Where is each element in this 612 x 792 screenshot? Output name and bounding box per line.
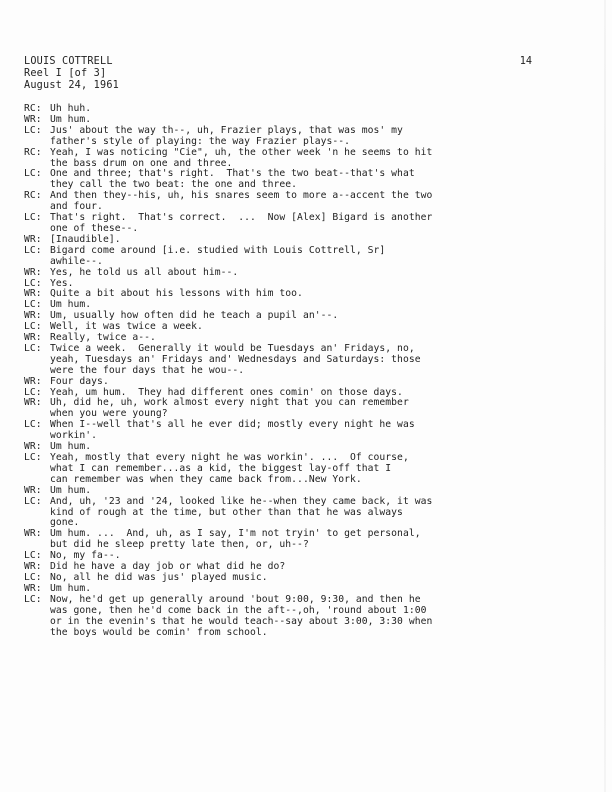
speaker-label: WR: bbox=[24, 528, 42, 540]
speaker-label: LC: bbox=[24, 419, 42, 431]
speech-line: Did he have a day job or what did he do? bbox=[50, 561, 286, 573]
transcript-turn bbox=[24, 104, 534, 115]
speech-line: Now, he'd get up generally around 'bout 9:00, 9:30, and then he bbox=[50, 593, 421, 605]
speech-line: Uh huh. bbox=[50, 103, 92, 114]
transcript-turn bbox=[24, 377, 534, 388]
speech-line: No, all he did was jus' played music. bbox=[50, 571, 268, 583]
speaker-label: WR: bbox=[24, 332, 42, 344]
transcript-turn bbox=[24, 344, 534, 377]
speaker-label: WR: bbox=[24, 441, 42, 453]
speech-line: One and three; that's right. That's the two beat--that's what bbox=[50, 168, 415, 180]
speech-line: and four. bbox=[50, 201, 103, 213]
speech-line: Really, twice a--. bbox=[50, 332, 156, 344]
speech-text bbox=[50, 126, 534, 148]
speaker-label: WR: bbox=[24, 113, 42, 125]
speaker-label: LC: bbox=[24, 124, 42, 136]
header-date: August 24, 1961 bbox=[24, 80, 120, 91]
speech-line: Yeah, I was noticing "Cie", uh, the other week 'n he seems to hit bbox=[50, 146, 433, 158]
speech-line: Yes, he told us all about him--. bbox=[50, 266, 239, 278]
speech-line: what I can remember...as a kid, the biggest lay-off that I bbox=[50, 462, 392, 474]
speaker-label: WR: bbox=[24, 397, 42, 409]
speaker-label: WR: bbox=[24, 233, 42, 245]
speaker-label: LC: bbox=[24, 321, 42, 333]
speaker-label: LC: bbox=[24, 277, 42, 289]
speech-line: That's right. That's correct. ... Now [Alex] Bigard is another bbox=[50, 212, 433, 224]
speech-line: When I--well that's all he ever did; mostly every night he was bbox=[50, 419, 415, 431]
speaker-label: WR: bbox=[24, 310, 42, 322]
speech-text bbox=[50, 148, 534, 170]
speech-text bbox=[50, 420, 534, 442]
speech-text bbox=[50, 344, 534, 377]
speech-text bbox=[50, 497, 534, 530]
speaker-label: RC: bbox=[24, 146, 42, 158]
transcript-turn bbox=[24, 213, 534, 235]
speech-line: Yeah, mostly that every night he was workin'. ... Of course, bbox=[50, 452, 409, 463]
speech-line: Um, usually how often did he teach a pupil an'--. bbox=[50, 310, 339, 322]
speech-line: Bigard come around [i.e. studied with Louis Cottrell, Sr] bbox=[50, 244, 386, 256]
speech-text bbox=[50, 486, 534, 497]
speech-line: And, uh, '23 and '24, looked like he--when they came back, it was bbox=[50, 495, 433, 507]
speech-line: awhile--. bbox=[50, 255, 103, 267]
speech-text bbox=[50, 529, 534, 551]
speech-line: workin'. bbox=[50, 430, 98, 442]
speech-text bbox=[50, 377, 534, 388]
transcript-turn bbox=[24, 595, 534, 639]
speaker-label: RC: bbox=[24, 103, 42, 114]
speech-line: Uh, did he, uh, work almost every night that you can remember bbox=[50, 397, 409, 409]
speech-line: Um hum. bbox=[50, 113, 92, 125]
speaker-label: LC: bbox=[24, 452, 42, 463]
header-name: LOUIS COTTRELL bbox=[24, 56, 113, 67]
transcript-turn bbox=[24, 246, 534, 268]
speech-line: Yeah, um hum. They had different ones comin' on those days. bbox=[50, 386, 403, 398]
speaker-label: LC: bbox=[24, 550, 42, 562]
speech-line: kind of rough at the time, but other than that he was always bbox=[50, 506, 403, 518]
transcript-turn bbox=[24, 398, 534, 420]
transcript-turn bbox=[24, 486, 534, 497]
speech-line: [Inaudible]. bbox=[50, 233, 121, 245]
speech-line: Um hum. bbox=[50, 582, 92, 594]
speech-line: Um hum. bbox=[50, 484, 92, 496]
speech-line: the bass drum on one and three. bbox=[50, 157, 233, 169]
page-edge-shadow bbox=[604, 0, 606, 792]
speech-line: And then they--his, uh, his snares seem to more a--accent the two bbox=[50, 190, 433, 202]
speech-line: Um hum. ... And, uh, as I say, I'm not tryin' to get personal, bbox=[50, 528, 421, 540]
speech-text bbox=[50, 289, 534, 300]
speaker-label: LC: bbox=[24, 168, 42, 180]
speaker-label: LC: bbox=[24, 386, 42, 398]
speech-text bbox=[50, 191, 534, 213]
speech-line: they call the two beat: the one and three. bbox=[50, 179, 298, 191]
speech-text bbox=[50, 595, 534, 639]
speech-line: the boys would be comin' from school. bbox=[50, 626, 268, 638]
speaker-label: LC: bbox=[24, 244, 42, 256]
speaker-label: LC: bbox=[24, 495, 42, 507]
speech-text bbox=[50, 453, 534, 486]
speech-line: No, my fa--. bbox=[50, 550, 121, 562]
transcript-turn bbox=[24, 126, 534, 148]
speech-line: can remember was when they came back from...New York. bbox=[50, 473, 362, 485]
speech-line: Um hum. bbox=[50, 299, 92, 311]
speaker-label: WR: bbox=[24, 288, 42, 300]
speech-line: or in the evenin's that he would teach--say about 3:00, 3:30 when bbox=[50, 615, 433, 627]
speech-line: Um hum. bbox=[50, 441, 92, 453]
transcript-turn bbox=[24, 453, 534, 486]
transcript-turn bbox=[24, 191, 534, 213]
document-header bbox=[24, 56, 119, 92]
speech-text bbox=[50, 104, 534, 115]
header-reel: Reel I [of 3] bbox=[24, 68, 107, 79]
speaker-label: WR: bbox=[24, 266, 42, 278]
page-number: 14 bbox=[519, 56, 532, 67]
speech-line: one of these--. bbox=[50, 222, 139, 234]
speech-line: gone. bbox=[50, 517, 80, 529]
speaker-label: LC: bbox=[24, 212, 42, 224]
transcript-turn bbox=[24, 268, 534, 279]
transcript-turn bbox=[24, 169, 534, 191]
speaker-label: WR: bbox=[24, 561, 42, 573]
speech-line: Jus' about the way th--, uh, Frazier plays, that was mos' my bbox=[50, 124, 403, 136]
speaker-label: WR: bbox=[24, 582, 42, 594]
speech-line: yeah, Tuesdays an' Fridays and' Wednesdays and Saturdays: those bbox=[50, 353, 421, 365]
speech-line: Well, it was twice a week. bbox=[50, 321, 203, 333]
speech-line: was gone, then he'd come back in the aft--,oh, 'round about 1:00 bbox=[50, 604, 427, 616]
speech-text bbox=[50, 573, 534, 584]
speech-line: Four days. bbox=[50, 375, 109, 387]
speech-line: were the four days that he wou--. bbox=[50, 364, 245, 376]
speech-line: Quite a bit about his lessons with him too. bbox=[50, 288, 303, 300]
transcript-turn bbox=[24, 420, 534, 442]
transcript-turn bbox=[24, 148, 534, 170]
speaker-label: LC: bbox=[24, 342, 42, 354]
speech-line: but did he sleep pretty late then, or, uh--? bbox=[50, 539, 309, 551]
speaker-label: LC: bbox=[24, 299, 42, 311]
speaker-label: LC: bbox=[24, 571, 42, 583]
transcript-turn bbox=[24, 573, 534, 584]
speech-text bbox=[50, 268, 534, 279]
transcript-body bbox=[24, 104, 534, 638]
speech-line: father's style of playing: the way Frazier plays--. bbox=[50, 135, 351, 147]
speech-text bbox=[50, 169, 534, 191]
speaker-label: WR: bbox=[24, 375, 42, 387]
speaker-label: WR: bbox=[24, 484, 42, 496]
speech-text bbox=[50, 398, 534, 420]
transcript-turn bbox=[24, 497, 534, 530]
speech-line: Yes. bbox=[50, 277, 74, 289]
speech-text bbox=[50, 246, 534, 268]
speaker-label: LC: bbox=[24, 593, 42, 605]
speaker-label: RC: bbox=[24, 190, 42, 202]
speech-line: Twice a week. Generally it would be Tuesdays an' Fridays, no, bbox=[50, 342, 415, 354]
speech-line: when you were young? bbox=[50, 408, 168, 420]
transcript-turn bbox=[24, 529, 534, 551]
speech-text bbox=[50, 213, 534, 235]
transcript-turn bbox=[24, 289, 534, 300]
